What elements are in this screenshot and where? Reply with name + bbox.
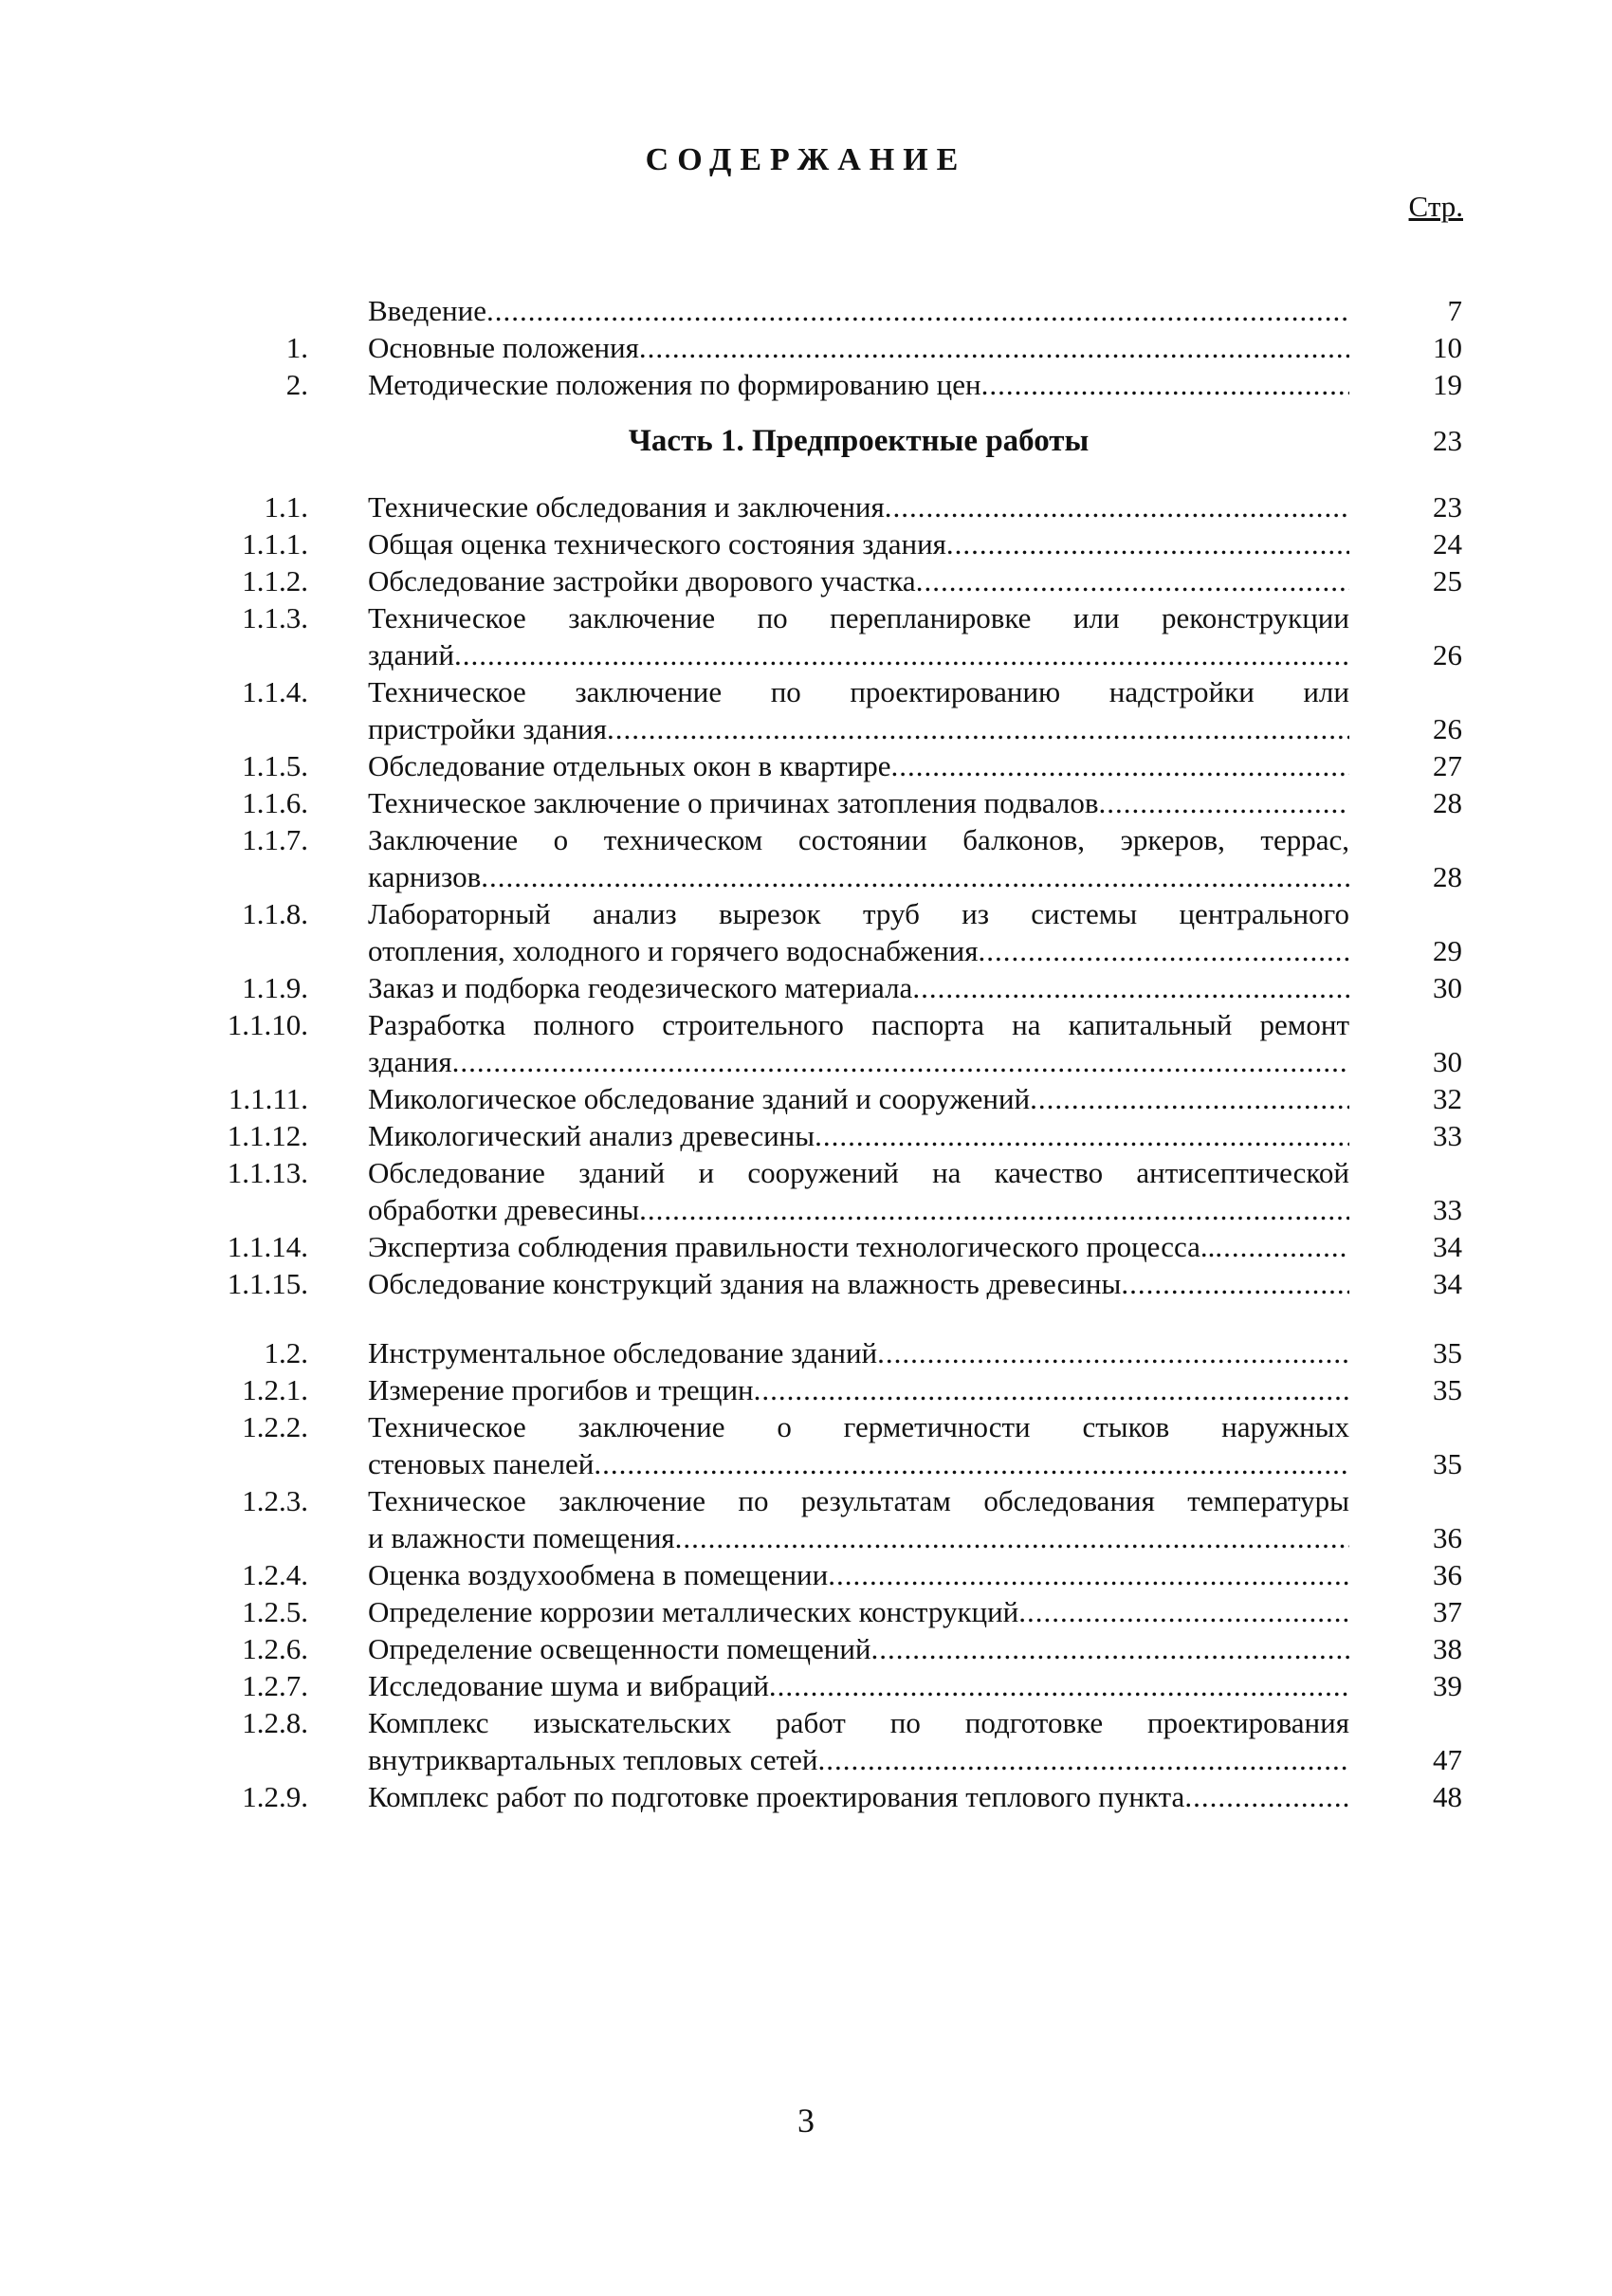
- toc-entry-number: 1.1.13.: [227, 1156, 308, 1189]
- toc-entry-leader-line: [368, 858, 1349, 895]
- toc-entry-page: 10: [1433, 331, 1462, 364]
- toc-entry-text: Обследование отдельных окон в квартире: [368, 749, 891, 782]
- toc-entry-text: пристройки здания: [368, 712, 608, 745]
- toc-entry-number: 1.1.9.: [242, 971, 308, 1004]
- toc-entry-number: 1.2.9.: [242, 1780, 308, 1813]
- toc-entry-page: 38: [1433, 1632, 1462, 1665]
- page-number: 3: [797, 2102, 815, 2140]
- toc-entry-text: отопления, холодного и горячего водоснабжения: [368, 934, 979, 967]
- toc-entry-page: 32: [1433, 1082, 1462, 1115]
- toc-entry-title: [368, 1482, 1349, 1556]
- toc-entry-number: 1.2.5.: [242, 1595, 308, 1628]
- toc-entry-page: 39: [1433, 1669, 1462, 1702]
- toc-entry-number: 1.: [285, 331, 308, 364]
- toc-entry: [0, 1334, 1612, 1371]
- toc-entry-text: Введение: [368, 294, 486, 327]
- toc-entry-text: обработки древесины: [368, 1193, 640, 1226]
- toc-entry-title: [368, 1006, 1349, 1080]
- toc-entry-number: 1.1.11.: [228, 1082, 308, 1115]
- toc-entry-number: 1.2.2.: [242, 1410, 308, 1443]
- dot-leader: [769, 1667, 1349, 1704]
- toc-entry-text: Комплекс работ по подготовке проектирования теплового пункта: [368, 1780, 1185, 1813]
- toc-entry-page: 34: [1433, 1267, 1462, 1300]
- toc-entry-page: 47: [1433, 1743, 1462, 1776]
- toc-entry-leader-line: [368, 1630, 1349, 1667]
- toc-entry-leader-line: [368, 329, 1349, 366]
- toc-entry-title: [368, 329, 1349, 366]
- toc-entry-page: 34: [1433, 1230, 1462, 1263]
- toc-entry-title: [368, 1080, 1349, 1117]
- toc-entry-number: 1.1.5.: [242, 749, 308, 782]
- dot-leader: [916, 562, 1349, 599]
- dot-leader: [979, 932, 1349, 969]
- toc-entry-text: Техническое заключение по результатам обследования температуры: [368, 1484, 1349, 1517]
- dot-leader: [594, 1445, 1349, 1482]
- toc-entry: [0, 525, 1612, 562]
- toc-entry-number: 1.2.6.: [242, 1632, 308, 1665]
- toc-section-1-1: [0, 488, 1612, 1302]
- dot-leader: [1018, 1593, 1349, 1630]
- toc-entry-title: [368, 1371, 1349, 1408]
- toc-entry-text: Заключение о техническом состоянии балконов, эркеров, террас,: [368, 823, 1349, 856]
- toc-entry-text: Обследование застройки дворового участка: [368, 564, 916, 597]
- toc-entry-title: [368, 1154, 1349, 1228]
- toc-entry-page: 27: [1433, 749, 1462, 782]
- toc-entry-title: [368, 366, 1349, 403]
- toc-entry: [0, 562, 1612, 599]
- dot-leader: [1184, 1778, 1349, 1815]
- toc-entry: [0, 969, 1612, 1006]
- toc-entry-number: 1.1.: [264, 490, 308, 523]
- toc-entry-page: 23: [1433, 490, 1462, 523]
- dot-leader: [454, 636, 1349, 673]
- table-of-contents: [0, 292, 1612, 1815]
- toc-entry-title: [368, 895, 1349, 969]
- dot-leader: [815, 1117, 1349, 1154]
- toc-entry: [0, 673, 1612, 747]
- dot-leader: [1215, 1228, 1349, 1265]
- dot-leader: [1099, 784, 1350, 821]
- toc-entry-leader-line: [368, 525, 1349, 562]
- dot-leader: [912, 969, 1349, 1006]
- toc-entry: [0, 784, 1612, 821]
- toc-entry-page: 28: [1433, 860, 1462, 893]
- toc-entry-text: Общая оценка технического состояния здания: [368, 527, 946, 560]
- toc-entry-text: Экспертиза соблюдения правильности технологического процесса..: [368, 1230, 1216, 1263]
- toc-entry-number: 1.2.: [264, 1336, 308, 1369]
- toc-entry-page: 26: [1433, 712, 1462, 745]
- toc-entry-text: Измерение прогибов и трещин: [368, 1373, 754, 1406]
- toc-entry-page: 36: [1433, 1521, 1462, 1554]
- dot-leader: [828, 1556, 1349, 1593]
- toc-entry-number: 1.1.3.: [242, 601, 308, 634]
- toc-entry-title: [368, 969, 1349, 1006]
- toc-entry-text: Микологический анализ древесины: [368, 1119, 815, 1152]
- toc-entry-number: 1.2.3.: [242, 1484, 308, 1517]
- toc-entry-title: [368, 1667, 1349, 1704]
- toc-entry-text: Обследование зданий и сооружений на качество антисептической: [368, 1156, 1349, 1189]
- toc-entry: [0, 1778, 1612, 1815]
- dot-leader: [946, 525, 1349, 562]
- toc-entry: [0, 292, 1612, 329]
- dot-leader: [607, 710, 1349, 747]
- toc-section-1-2: [0, 1334, 1612, 1815]
- dot-leader: [639, 329, 1349, 366]
- toc-entry: [0, 488, 1612, 525]
- toc-entry-leader-line: [368, 1445, 1349, 1482]
- toc-entry-leader-line: [368, 784, 1349, 821]
- toc-entry: [0, 821, 1612, 895]
- toc-entry: [0, 1408, 1612, 1482]
- toc-entry-text: стеновых панелей: [368, 1447, 595, 1480]
- toc-entry-leader-line: [368, 1117, 1349, 1154]
- toc-entry-title: [368, 1556, 1349, 1593]
- toc-entry-number: 1.1.14.: [227, 1230, 308, 1263]
- toc-entry-text: Оценка воздухообмена в помещении: [368, 1558, 829, 1591]
- toc-entry-number: 1.2.7.: [242, 1669, 308, 1702]
- toc-entry-leader-line: [368, 636, 1349, 673]
- toc-entry-text: Методические положения по формированию цен: [368, 368, 981, 401]
- toc-entry-title: [368, 292, 1349, 329]
- toc-entry-page: 24: [1433, 527, 1462, 560]
- toc-entry-leader-line: [368, 1593, 1349, 1630]
- toc-part-heading: [0, 403, 1612, 479]
- toc-entry-title: [368, 1228, 1349, 1265]
- toc-entry-number: 1.1.7.: [242, 823, 308, 856]
- toc-entry: [0, 329, 1612, 366]
- toc-entry-page: 7: [1447, 294, 1462, 327]
- toc-entry-leader-line: [368, 1667, 1349, 1704]
- toc-entry-text: Инструментальное обследование зданий: [368, 1336, 878, 1369]
- toc-entry-text: Обследование конструкций здания на влажность древесины: [368, 1267, 1122, 1300]
- toc-entry-leader-line: [368, 1043, 1349, 1080]
- toc-entry: [0, 599, 1612, 673]
- toc-entry-text: Техническое заключение по проектированию надстройки или: [368, 675, 1349, 708]
- toc-entry-number: 1.2.8.: [242, 1706, 308, 1739]
- toc-entry: [0, 1228, 1612, 1265]
- toc-entry-leader-line: [368, 969, 1349, 1006]
- toc-entry-page: 48: [1433, 1780, 1462, 1813]
- toc-entry: [0, 747, 1612, 784]
- toc-entry-text: Основные положения: [368, 331, 639, 364]
- toc-entry-leader-line: [368, 1191, 1349, 1228]
- toc-entry-text: Определение коррозии металлических конструкций: [368, 1595, 1019, 1628]
- toc-entry-title: [368, 1265, 1349, 1302]
- toc-entry-leader-line: [368, 1556, 1349, 1593]
- toc-entry-title: [368, 525, 1349, 562]
- toc-entry-text: Технические обследования и заключения: [368, 490, 885, 523]
- toc-entry-leader-line: [368, 1080, 1349, 1117]
- toc-entry: [0, 1265, 1612, 1302]
- toc-entry-title: [368, 673, 1349, 747]
- toc-entry-leader-line: [368, 1778, 1349, 1815]
- toc-entry-leader-line: [368, 1741, 1349, 1778]
- toc-entry: [0, 1482, 1612, 1556]
- toc-entry-page: 29: [1433, 934, 1462, 967]
- dot-leader: [890, 747, 1349, 784]
- toc-entry-page: 28: [1433, 786, 1462, 819]
- dot-leader: [1121, 1265, 1349, 1302]
- toc-entry-number: 1.1.10.: [227, 1008, 308, 1041]
- toc-entry-page: 26: [1433, 638, 1462, 671]
- toc-entry-page: 25: [1433, 564, 1462, 597]
- toc-entry-text: Техническое заключение о причинах затопления подвалов: [368, 786, 1099, 819]
- toc-entry-number: 1.1.6.: [242, 786, 308, 819]
- toc-entry: [0, 1371, 1612, 1408]
- toc-entry-number: 1.1.8.: [242, 897, 308, 930]
- toc-entry: [0, 1593, 1612, 1630]
- toc-entry-number: 1.1.2.: [242, 564, 308, 597]
- toc-entry: [0, 1704, 1612, 1778]
- toc-entry-page: 36: [1433, 1558, 1462, 1591]
- toc-entry-number: 1.1.1.: [242, 527, 308, 560]
- toc-entry-page: 35: [1433, 1336, 1462, 1369]
- toc-entry-number: 1.1.12.: [227, 1119, 308, 1152]
- toc-entry-title: [368, 747, 1349, 784]
- toc-entry-page: 37: [1433, 1595, 1462, 1628]
- toc-entry-leader-line: [368, 1519, 1349, 1556]
- toc-entry-title: [368, 1408, 1349, 1482]
- toc-entry-title: [368, 1117, 1349, 1154]
- toc-entry-text: здания: [368, 1045, 452, 1078]
- dot-leader: [675, 1519, 1349, 1556]
- toc-entry-text: Исследование шума и вибраций: [368, 1669, 769, 1702]
- toc-entry-page: 33: [1433, 1119, 1462, 1152]
- toc-entry-leader-line: [368, 710, 1349, 747]
- toc-entry: [0, 366, 1612, 403]
- toc-entry: [0, 1006, 1612, 1080]
- toc-entry-text: внутриквартальных тепловых сетей: [368, 1743, 818, 1776]
- dot-leader: [452, 1043, 1349, 1080]
- dot-leader: [885, 488, 1349, 525]
- toc-entry-title: [368, 599, 1349, 673]
- dot-leader: [877, 1334, 1349, 1371]
- dot-leader: [871, 1630, 1349, 1667]
- toc-entry-leader-line: [368, 1265, 1349, 1302]
- toc-entry-title: [368, 488, 1349, 525]
- toc-entry-leader-line: [368, 488, 1349, 525]
- toc-entry-page: 19: [1433, 368, 1462, 401]
- toc-entry-text: карнизов: [368, 860, 482, 893]
- toc-entry-title: [368, 1704, 1349, 1778]
- toc-entry-text: Заказ и подборка геодезического материала: [368, 971, 913, 1004]
- toc-entry-title: [368, 1334, 1349, 1371]
- toc-entry-page: 33: [1433, 1193, 1462, 1226]
- toc-entry-title: [368, 562, 1349, 599]
- toc-entry: [0, 895, 1612, 969]
- dot-leader: [486, 292, 1349, 329]
- toc-entry-title: [368, 1630, 1349, 1667]
- toc-entry-number: 1.1.4.: [242, 675, 308, 708]
- toc-entry: [0, 1667, 1612, 1704]
- toc-entry-text: зданий: [368, 638, 454, 671]
- dot-leader: [754, 1371, 1349, 1408]
- dot-leader: [981, 366, 1349, 403]
- toc-entry: [0, 1080, 1612, 1117]
- toc-entry-page: 35: [1433, 1447, 1462, 1480]
- toc-entry-text: Техническое заключение по перепланировке или реконструкции: [368, 601, 1349, 634]
- toc-entry-text: Лабораторный анализ вырезок труб из системы центрального: [368, 897, 1349, 930]
- toc-entry-leader-line: [368, 292, 1349, 329]
- toc-entry-page: 35: [1433, 1373, 1462, 1406]
- toc-intro-group: [0, 292, 1612, 403]
- toc-entry-leader-line: [368, 1228, 1349, 1265]
- toc-entry-page: 30: [1433, 971, 1462, 1004]
- toc-entry: [0, 1117, 1612, 1154]
- toc-entry-title: [368, 821, 1349, 895]
- toc-entry-text: Техническое заключение о герметичности стыков наружных: [368, 1410, 1349, 1443]
- toc-entry-text: Определение освещенности помещений: [368, 1632, 871, 1665]
- toc-entry-text: и влажности помещения: [368, 1521, 675, 1554]
- toc-entry-number: 2.: [285, 368, 308, 401]
- dot-leader: [818, 1741, 1350, 1778]
- toc-entry-title: [368, 1778, 1349, 1815]
- toc-entry-leader-line: [368, 562, 1349, 599]
- dot-leader: [481, 858, 1349, 895]
- toc-entry-leader-line: [368, 1371, 1349, 1408]
- toc-entry-leader-line: [368, 932, 1349, 969]
- toc-entry-text: Микологическое обследование зданий и сооружений: [368, 1082, 1031, 1115]
- toc-entry-title: [368, 784, 1349, 821]
- toc-entry-number: 1.2.4.: [242, 1558, 308, 1591]
- toc-entry-leader-line: [368, 1334, 1349, 1371]
- toc-entry-page: 30: [1433, 1045, 1462, 1078]
- part-page-number: 23: [1433, 424, 1462, 457]
- page-column-label: Стр.: [1408, 190, 1463, 223]
- toc-entry-text: Комплекс изыскательских работ по подготовке проектирования: [368, 1706, 1349, 1739]
- toc-entry-number: 1.2.1.: [242, 1373, 308, 1406]
- toc-entry: [0, 1630, 1612, 1667]
- dot-leader: [1030, 1080, 1349, 1117]
- toc-entry: [0, 1556, 1612, 1593]
- page-title: СОДЕРЖАНИЕ: [645, 142, 967, 177]
- toc-entry: [0, 1154, 1612, 1228]
- toc-entry-number: 1.1.15.: [227, 1267, 308, 1300]
- toc-entry-leader-line: [368, 366, 1349, 403]
- toc-entry-leader-line: [368, 747, 1349, 784]
- dot-leader: [639, 1191, 1349, 1228]
- part-title: Часть 1. Предпроектные работы: [628, 424, 1090, 458]
- toc-entry-text: Разработка полного строительного паспорта на капитальный ремонт: [368, 1008, 1349, 1041]
- toc-entry-title: [368, 1593, 1349, 1630]
